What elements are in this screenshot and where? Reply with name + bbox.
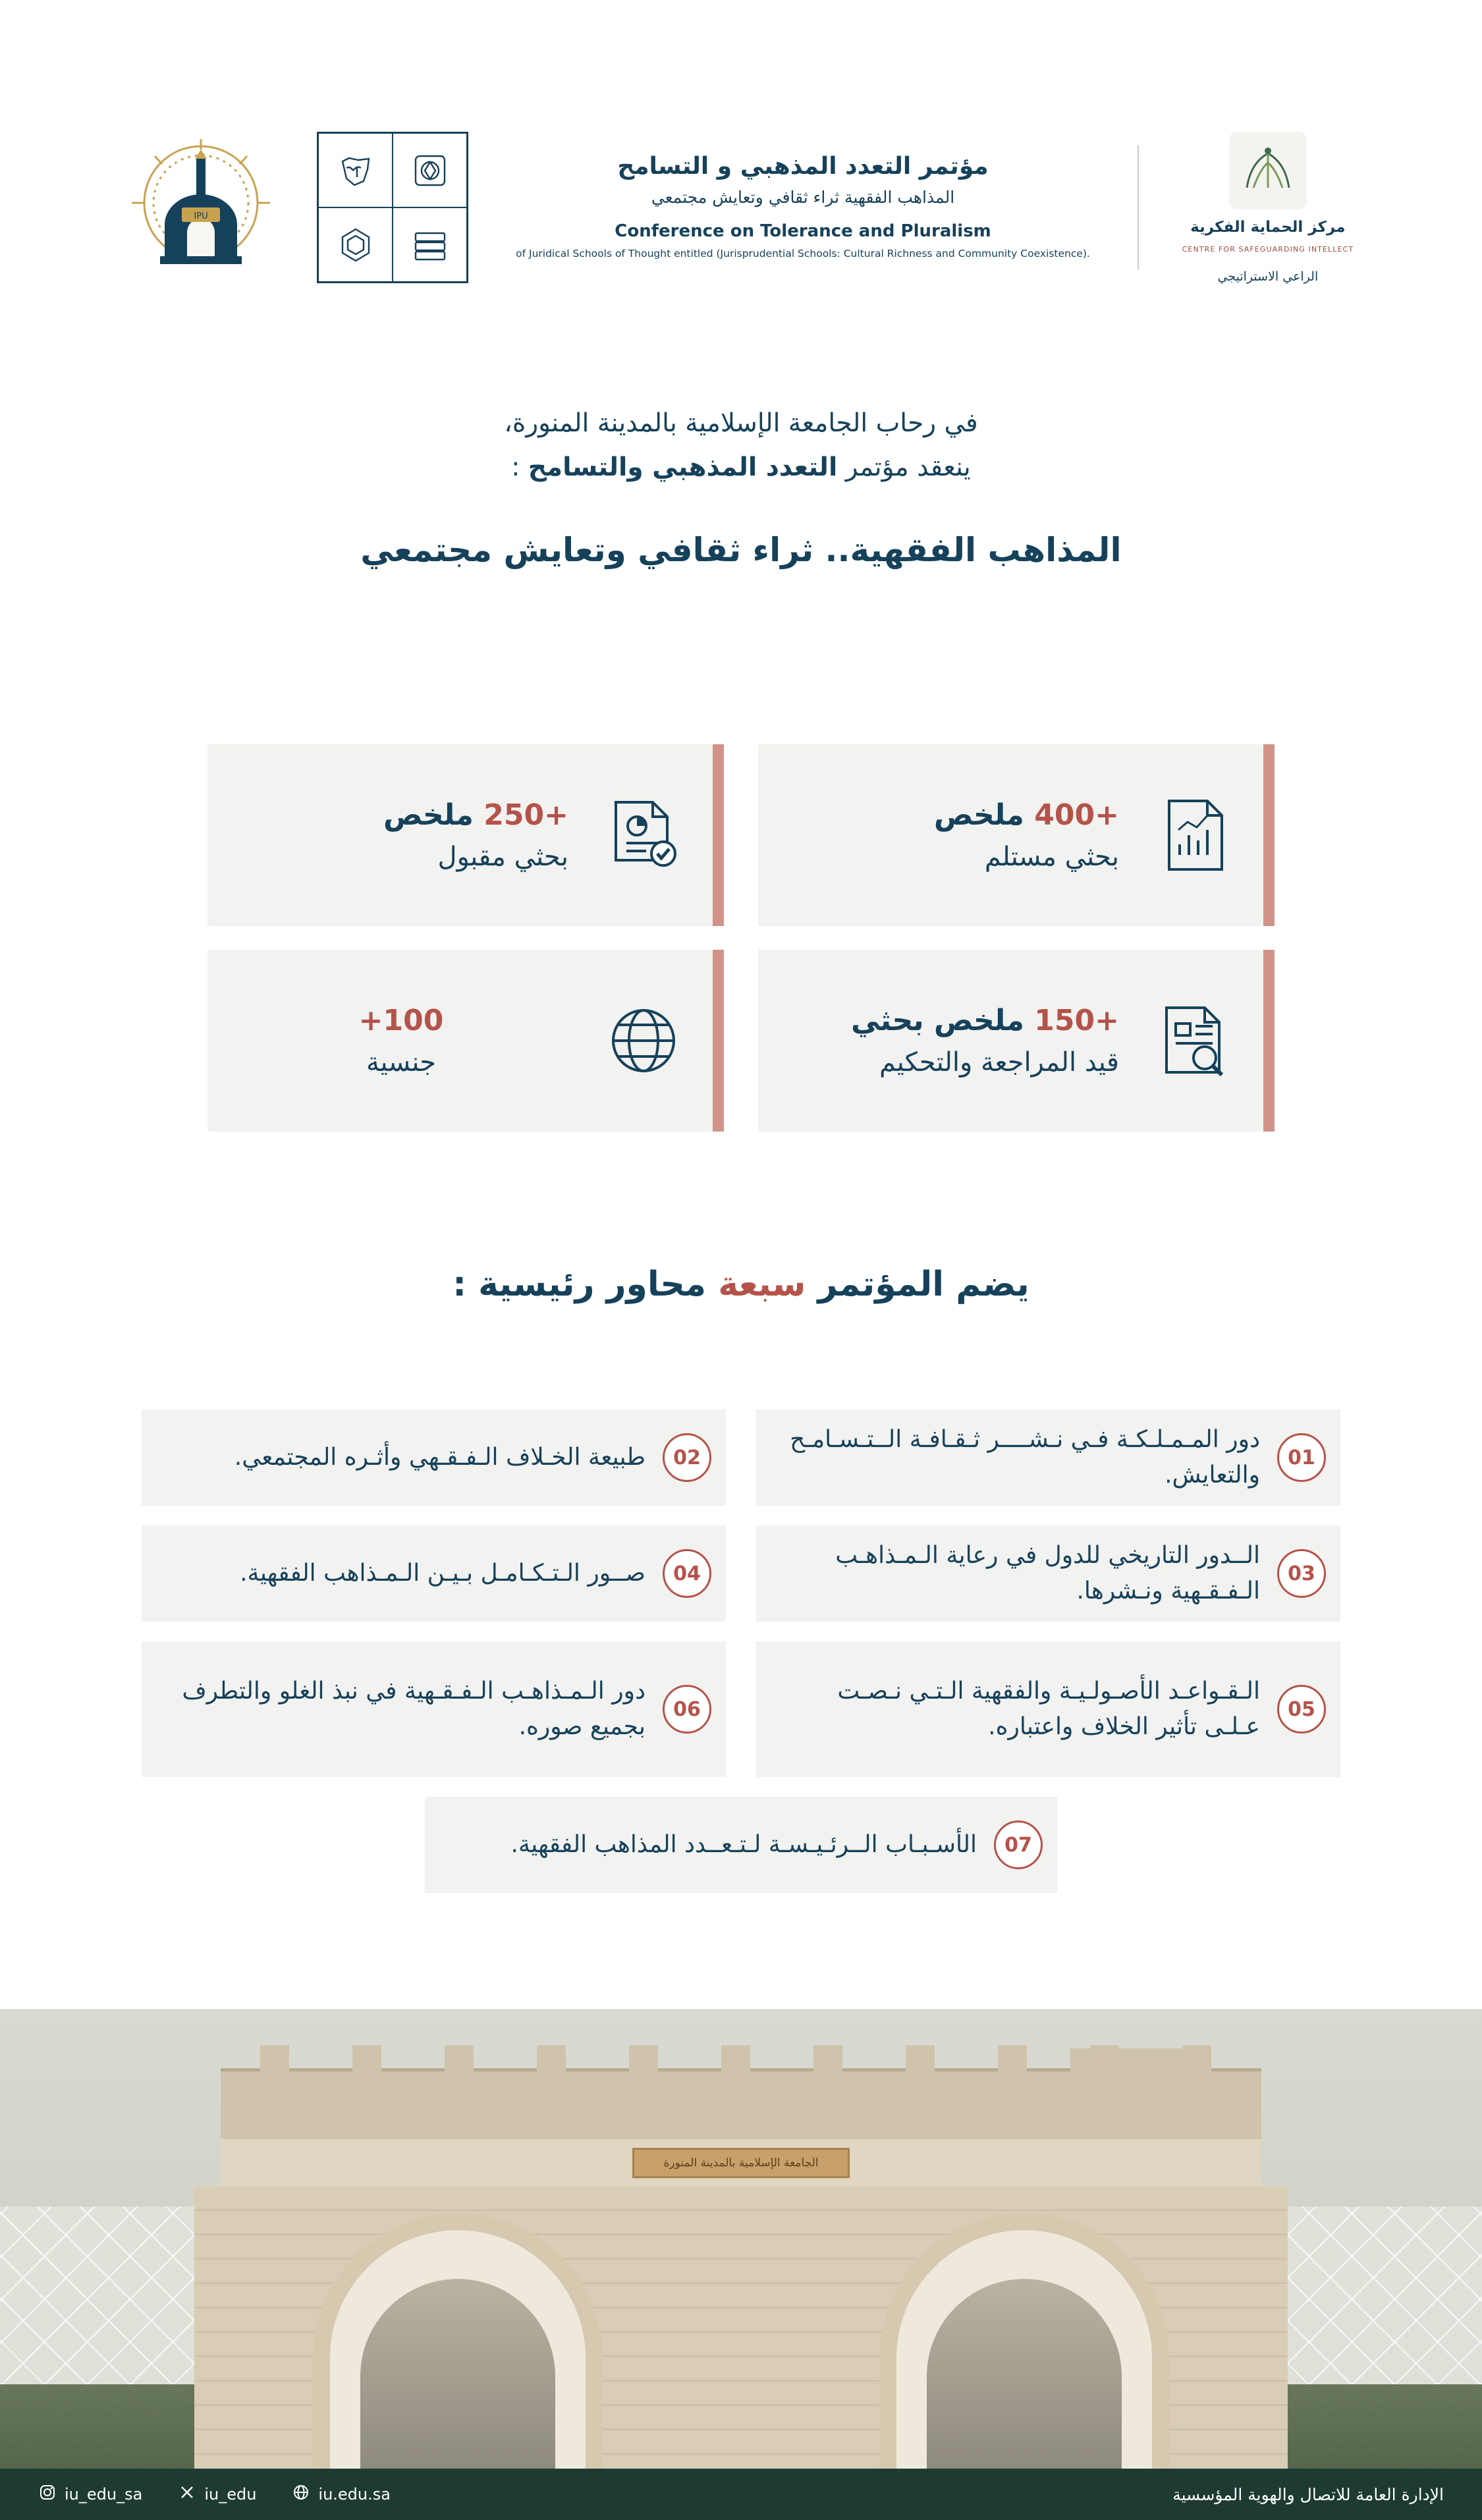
conference-main-theme: المذاهب الفقهية.. ثراء ثقافي وتعايش مجتمعي	[360, 531, 1122, 569]
stat-card	[758, 950, 1275, 1132]
intro-block	[0, 408, 1482, 569]
axes-title-suffix: محاور رئيسية :	[453, 1265, 719, 1304]
axis-item	[425, 1797, 1057, 1893]
stat-card	[207, 744, 724, 926]
partner-name-ar: مركز الحماية الفكرية	[1190, 218, 1346, 236]
conference-subtitle-en: of Juridical Schools of Thought entitled (Jurisprudential Schools: Cultural Richness and Community Coexistence).	[516, 248, 1090, 260]
axis-item	[756, 1525, 1340, 1622]
islamic-university-emblem-icon	[115, 132, 287, 283]
gate-body	[194, 2187, 1288, 2470]
stat-value: +400	[1034, 798, 1119, 833]
gate-arch-right	[879, 2213, 1169, 2470]
stat-number	[784, 1001, 1119, 1040]
social-handle: iu_edu	[204, 2485, 257, 2504]
conference-title-block	[499, 153, 1107, 261]
geometric-pattern-icon	[318, 207, 393, 282]
stat-subtitle: جنسية	[366, 1047, 436, 1078]
conference-icon-grid	[317, 132, 468, 283]
axis-label: دور المـمـلـكـة فـي نـشــــر ثـقـافـة الــتـسـامـح والتعايش.	[790, 1426, 1260, 1489]
social-link-website[interactable]	[292, 2483, 391, 2506]
footer-social-links	[38, 2483, 391, 2506]
gate-plaque: الجامعة الإسلامية بالمدينة المنورة	[632, 2148, 850, 2178]
intro-line-2	[0, 452, 1482, 482]
footer-department: الإدارة العامة للاتصال والهوية المؤسسية	[1172, 2484, 1444, 2504]
quran-book-icon	[393, 133, 467, 207]
intro-line-2-strong: التعدد المذهبي والتسامح	[528, 452, 838, 482]
stat-number	[234, 796, 568, 835]
axis-label: طبيعة الخـلاف الـفـقـهي وأثـره المجتمعي.	[234, 1444, 645, 1471]
axis-label: الـقـواعـد الأصـولـيـة والفقهية الـتـي نـصـت عـلـى تأثير الخلاف واعتباره.	[837, 1678, 1260, 1740]
stats-grid	[207, 744, 1275, 1132]
social-link-instagram[interactable]	[38, 2483, 142, 2506]
social-handle: iu_edu_sa	[65, 2485, 143, 2504]
globe-icon	[292, 2483, 310, 2506]
axes-title-highlight: سبعة	[718, 1265, 806, 1304]
social-handle: iu.edu.sa	[318, 2485, 391, 2504]
document-approved-icon	[597, 789, 690, 881]
axis-item	[142, 1641, 726, 1777]
axis-item	[756, 1641, 1340, 1777]
stat-card	[758, 744, 1275, 926]
stat-subtitle: بحثي مقبول	[437, 841, 568, 872]
instagram-icon	[38, 2483, 57, 2506]
stat-card	[207, 950, 724, 1132]
social-link-x[interactable]	[178, 2483, 256, 2506]
axis-label: صــور الـتـكـامـل بـيـن الـمـذاهب الفقهية.	[240, 1560, 645, 1587]
axis-item	[142, 1410, 726, 1506]
gate-tower	[1070, 2048, 1195, 2147]
axes-grid	[142, 1410, 1340, 1893]
document-review-icon	[1148, 995, 1240, 1087]
axis-number-badge: 03	[1277, 1549, 1326, 1598]
stat-number	[784, 796, 1119, 835]
axis-number-badge: 06	[663, 1685, 711, 1734]
books-stack-icon	[393, 207, 467, 282]
globe-icon	[597, 995, 690, 1087]
partner-name-en: CENTRE FOR SAFEGUARDING INTELLECT	[1182, 244, 1354, 254]
stat-value: +250	[483, 798, 568, 833]
axis-number-badge: 02	[663, 1433, 711, 1482]
axis-number-badge: 07	[994, 1821, 1043, 1869]
intro-line-1: في رحاب الجامعة الإسلامية بالمدينة المنورة،	[504, 408, 978, 438]
stat-value: +150	[1034, 1004, 1119, 1038]
axis-number-badge: 01	[1277, 1433, 1326, 1482]
axes-title-prefix: يضم المؤتمر	[806, 1265, 1029, 1304]
saudi-map-palm-icon	[318, 133, 393, 207]
axis-item	[142, 1525, 726, 1622]
partner-role: الراعي الاستراتيجي	[1217, 269, 1319, 284]
stat-word: ملخص بحثي	[850, 1004, 1024, 1038]
axis-number-badge: 05	[1277, 1685, 1326, 1734]
stat-subtitle: بحثي مستلم	[984, 841, 1119, 872]
conference-title-ar: مؤتمر التعدد المذهبي و التسامح	[617, 153, 989, 180]
x-twitter-icon	[178, 2483, 196, 2506]
intro-line-2-prefix: ينعقد مؤتمر	[837, 452, 971, 482]
axis-number-badge: 04	[663, 1549, 711, 1598]
conference-subtitle-ar: المذاهب الفقهية ثراء ثقافي وتعايش مجتمعي	[651, 188, 955, 207]
document-chart-icon	[1148, 789, 1240, 881]
stat-subtitle: قيد المراجعة والتحكيم	[879, 1047, 1119, 1078]
poster-footer	[0, 2469, 1482, 2520]
university-gate-photo	[0, 2009, 1482, 2470]
intro-line-2-suffix: :	[511, 452, 528, 482]
stat-value: +100	[358, 1004, 444, 1038]
conference-title-en: Conference on Tolerance and Pluralism	[615, 221, 991, 242]
gate-arch-left	[313, 2213, 603, 2470]
calligraphy-emblem-icon	[1229, 132, 1307, 209]
poster-header	[0, 99, 1482, 316]
stat-word: ملخص	[383, 798, 474, 833]
gate-structure	[194, 2068, 1288, 2470]
gate-inscription-band	[221, 2139, 1261, 2187]
axis-label: الــدور التاريخي للدول في رعاية الـمـذاهـب الـفـقـهية ونـشرها.	[835, 1542, 1260, 1604]
stat-number	[234, 1001, 568, 1040]
svg-text:IPU: IPU	[194, 211, 208, 221]
partner-logo	[1169, 132, 1367, 284]
axis-label: دور الـمـذاهـب الـفـقـهية في نبذ الغلو والتطرف بجميع صوره.	[182, 1678, 645, 1740]
header-divider	[1138, 145, 1139, 270]
axis-item	[756, 1410, 1340, 1506]
axis-label: الأسـبـاب الــرئـيـسـة لـتـعــدد المذاهب الفقهية.	[510, 1831, 977, 1858]
axes-section-title	[0, 1265, 1482, 1304]
stat-word: ملخص	[933, 798, 1024, 833]
